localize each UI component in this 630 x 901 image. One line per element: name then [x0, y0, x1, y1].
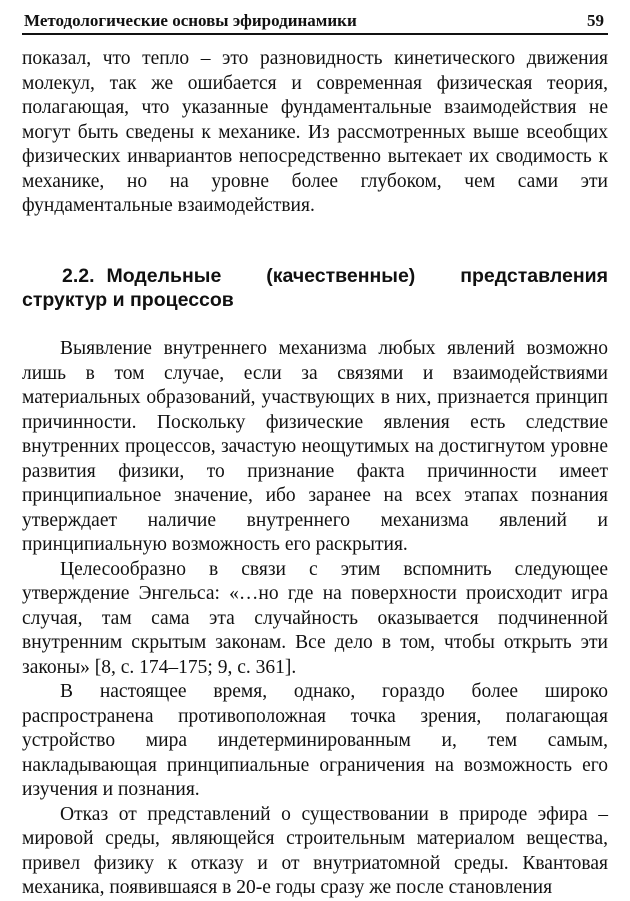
body-paragraph-2: Целесообразно в связи с этим вспомнить следующее утверждение Энгельса: «…но где на поверхности происходит игра случая, там сама эта случайность оказывается подчиненной внутренним скрытым законам. Все дело в том, чтобы открыть эти законы» [8, с. 174–175; 9, с. 361].	[22, 558, 608, 678]
section-heading	[22, 264, 608, 312]
section-body	[22, 337, 608, 901]
book-page	[22, 0, 608, 900]
section-title: Модельные (качественные) представления структур и процессов	[22, 265, 608, 311]
page-number: 59	[587, 11, 604, 30]
intro-paragraph: показал, что тепло – это разновидность кинетического движения молекул, так же ошибается и современная физическая теория, полагающая, что указанные фундаментальные взаимодействия не могут быть сведены к механике. Из рассмотренных выше всеобщих физических инвариантов непосредственно вытекает их сводимость к механике, но на уровне более глубоком, чем сами эти фундаментальные взаимодействия.	[22, 48, 608, 216]
section-number: 2.2.	[62, 265, 95, 287]
body-paragraph-1: Выявление внутреннего механизма любых явлений возможно лишь в том случае, если за связями и взаимодействиями материальных образований, участвующих в них, признается принцип причинности. Поскольку физические явления есть следствие внутренних процессов, зачастую неощутимых на достигнутом уровне развития физики, то признание факта причинности имеет принципиальное значение, ибо заранее на всех этапах познания утверждает наличие внутреннего механизма явлений и принципиальную возможность его раскрытия.	[22, 338, 608, 555]
body-paragraph-3: В настоящее время, однако, гораздо более широко распространена противоположная точка зрения, полагающая устройство мира индетерминированным и, тем самым, накладывающая принципиальные ограничения на возможность его изучения и познания.	[22, 681, 608, 800]
running-header-title: Методологические основы эфиродинамики	[24, 11, 357, 30]
running-header	[22, 11, 608, 35]
body-paragraph-4: Отказ от представлений о существовании в природе эфира – мировой среды, являющейся строительным материалом вещества, привел физику к отказу и от внутриатомной среды. Квантовая механика, появившаяся в 20-е годы сразу же после становления	[22, 803, 608, 898]
